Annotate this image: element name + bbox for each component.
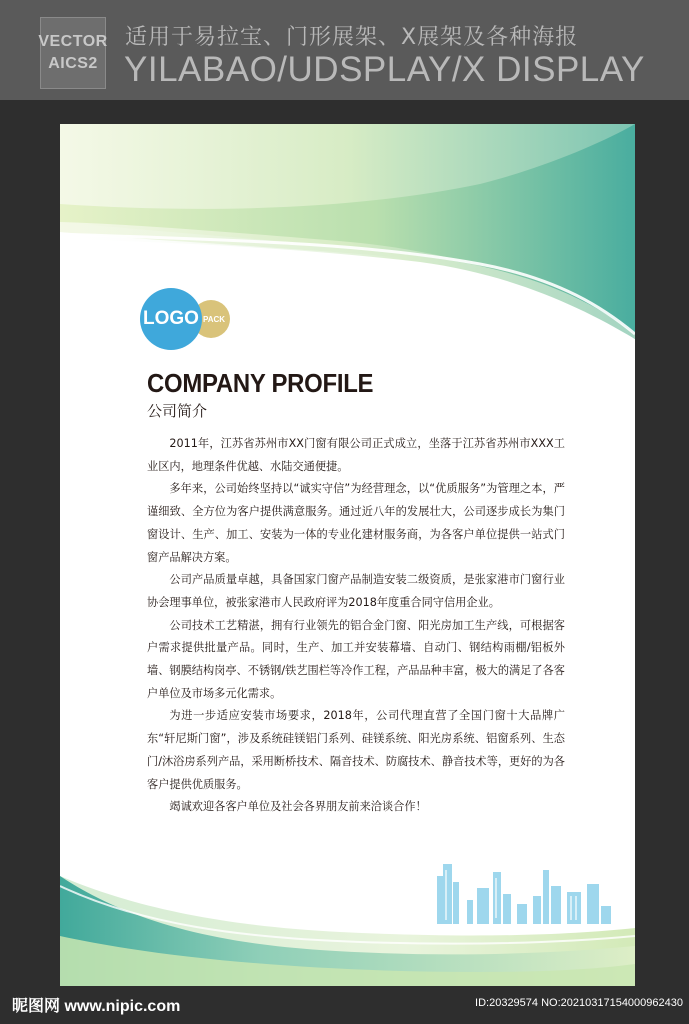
paragraph-1: 2011年，江苏省苏州市XX门窗有限公司正式成立，坐落于江苏省苏州市XXX工业区内，地理条件优越、水陆交通便捷。 [147,437,565,473]
paragraph-3: 公司产品质量卓越，具备国家门窗产品制造安装二级资质，是张家港市门窗行业协会理事单位，被张家港市人民政府评为2018年度重合同守信用企业。 [147,573,565,609]
top-banner [0,0,689,100]
company-profile-subtitle: 公司简介 [147,402,208,420]
paragraph-2: 多年来，公司始终坚持以“诚实守信”为经营理念，以“优质服务”为管理之本，严谨细致、全方位为客户提供满意服务。通过近八年的发展壮大，公司逐步成长为集门窗设计、生产、加工、安装为一体的专业化建材服务商，为各客户单位提供一站式门窗产品解决方案。 [147,482,565,564]
company-logo [140,288,236,350]
paragraph-6: 竭诚欢迎各客户单位及社会各界朋友前来洽谈合作！ [169,800,427,814]
poster [60,124,635,986]
company-profile-title: COMPANY PROFILE [147,368,374,398]
nipic-watermark: 昵图网 www.nipic.com [12,998,181,1015]
logo-pack-circle: PACK [192,300,230,338]
banner-title-cn: 适用于易拉宝、门形展架、X展架及各种海报 [125,25,579,50]
company-description [147,433,565,819]
city-skyline-icon [425,856,625,926]
paragraph-5: 为进一步适应安装市场要求，2018年，公司代理直营了全国门窗十大品牌广东“轩尼斯门窗”，涉及系统硅镁铝门系列、硅镁系统、阳光房系统、铝窗系列、生态门/沐浴房系列产品，采用断桥技术、隔音技术、防腐技术、静音技术等，更好的为各客户提供优质服务。 [147,709,565,791]
banner-title-en: YILABAO/UDSPLAY/X DISPLAY [124,50,645,89]
image-id-text: ID:20329574 NO:20210317154000962430 [475,997,683,1009]
badge-line-1: VECTOR [38,33,108,50]
badge-line-2: AICS2 [48,55,98,72]
vector-aics2-badge [40,17,106,89]
paragraph-4: 公司技术工艺精湛，拥有行业领先的铝合金门窗、阳光房加工生产线，可根据客户需求提供批量产品。同时，生产、加工并安装幕墙、自动门、钢结构雨棚/铝板外墙、钢膜结构岗亭、不锈钢/铁艺围栏等冷作工程，产品品种丰富，极大的满足了各客户单位及市场多元化需求。 [147,618,565,700]
logo-circle: LOGO [140,288,202,350]
